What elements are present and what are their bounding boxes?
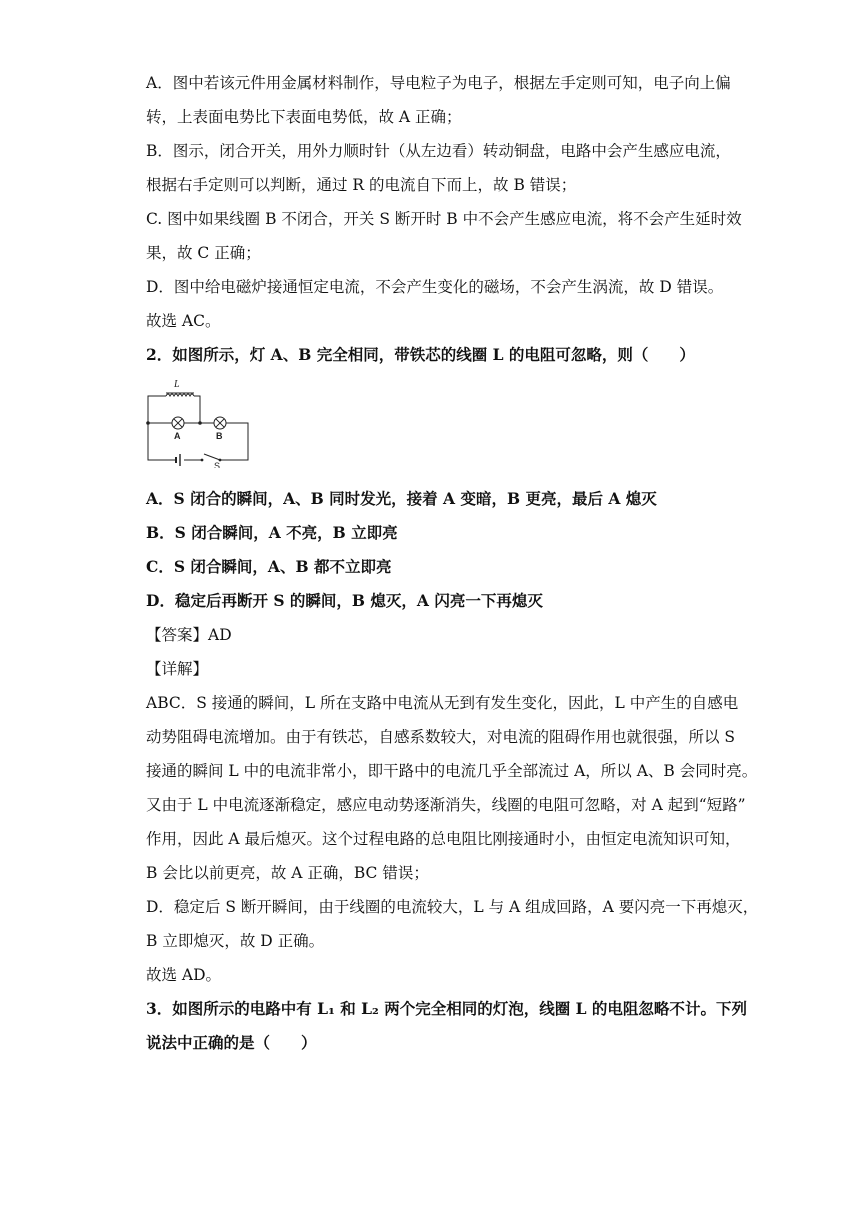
explanation-line4: 又由于 L 中电流逐渐稳定，感应电动势逐渐消失，线圈的电阻可忽略，对 A 起到“短路”	[146, 796, 746, 814]
explanation-line2: 动势阻碍电流增加。由于有铁芯，自感系数较大，对电流的阻碍作用也就很强，所以 S	[146, 728, 736, 746]
answer-a-explanation-line2: 转，上表面电势比下表面电势低，故 A 正确；	[146, 108, 462, 126]
answer-a-explanation-line1: A．图中若该元件用金属材料制作，导电粒子为电子，根据左手定则可知，电子向上偏	[146, 74, 731, 92]
choice-summary-1: 故选 AC。	[146, 312, 221, 330]
answer-b-explanation-line2: 根据右手定则可以判断，通过 R 的电流自下而上，故 B 错误；	[146, 176, 577, 194]
explanation-line7: D．稳定后 S 断开瞬间，由于线圈的电流较大，L 与 A 组成回路，A 要闪亮一下再熄灭，	[146, 898, 759, 916]
lamp-b-label: B	[216, 431, 223, 441]
option-d: D．稳定后再断开 S 的瞬间，B 熄灭，A 闪亮一下再熄灭	[146, 591, 543, 610]
switch-label: S	[214, 461, 221, 468]
coil-label: L	[174, 379, 180, 390]
question-2-title: 2．如图所示，灯 A、B 完全相同，带铁芯的线圈 L 的电阻可忽略，则（ ）	[146, 345, 695, 364]
explanation-line3: 接通的瞬间 L 中的电流非常小，即干路中的电流几乎全部流过 A，所以 A、B 会同时亮。	[146, 762, 758, 780]
explanation-line8: B 立即熄灭，故 D 正确。	[146, 932, 325, 950]
detail-label: 【详解】	[146, 660, 209, 678]
answer-c-explanation-line1: C. 图中如果线圈 B 不闭合，开关 S 断开时 B 中不会产生感应电流，将不会产生延时效	[146, 210, 742, 228]
explanation-line6: B 会比以前更亮，故 A 正确，BC 错误；	[146, 864, 429, 882]
circuit-diagram	[144, 376, 254, 468]
explanation-line5: 作用，因此 A 最后熄灭。这个过程电路的总电阻比刚接通时小，由恒定电流知识可知，	[146, 830, 741, 848]
answer-b-explanation-line1: B．图示，闭合开关，用外力顺时针（从左边看）转动铜盘，电路中会产生感应电流，	[146, 142, 731, 160]
question-3-title-line1: 3．如图所示的电路中有 L₁ 和 L₂ 两个完全相同的灯泡，线圈 L 的电阻忽略不计。下列	[146, 999, 747, 1018]
answer-c-explanation-line2: 果，故 C 正确；	[146, 244, 261, 262]
option-a: A．S 闭合的瞬间，A、B 同时发光，接着 A 变暗，B 更亮，最后 A 熄灭	[146, 489, 657, 508]
question-3-title-line2: 说法中正确的是（ ）	[146, 1033, 317, 1052]
answer-label: 【答案】AD	[146, 626, 232, 644]
answer-d-explanation: D．图中给电磁炉接通恒定电流，不会产生变化的磁场，不会产生涡流，故 D 错误。	[146, 278, 724, 296]
explanation-line1: ABC．S 接通的瞬间，L 所在支路中电流从无到有发生变化，因此，L 中产生的自感电	[146, 694, 739, 712]
choice-summary-2: 故选 AD。	[146, 966, 222, 984]
option-b: B．S 闭合瞬间，A 不亮，B 立即亮	[146, 523, 398, 542]
lamp-a-label: A	[174, 431, 181, 441]
option-c: C．S 闭合瞬间，A、B 都不立即亮	[146, 557, 392, 576]
